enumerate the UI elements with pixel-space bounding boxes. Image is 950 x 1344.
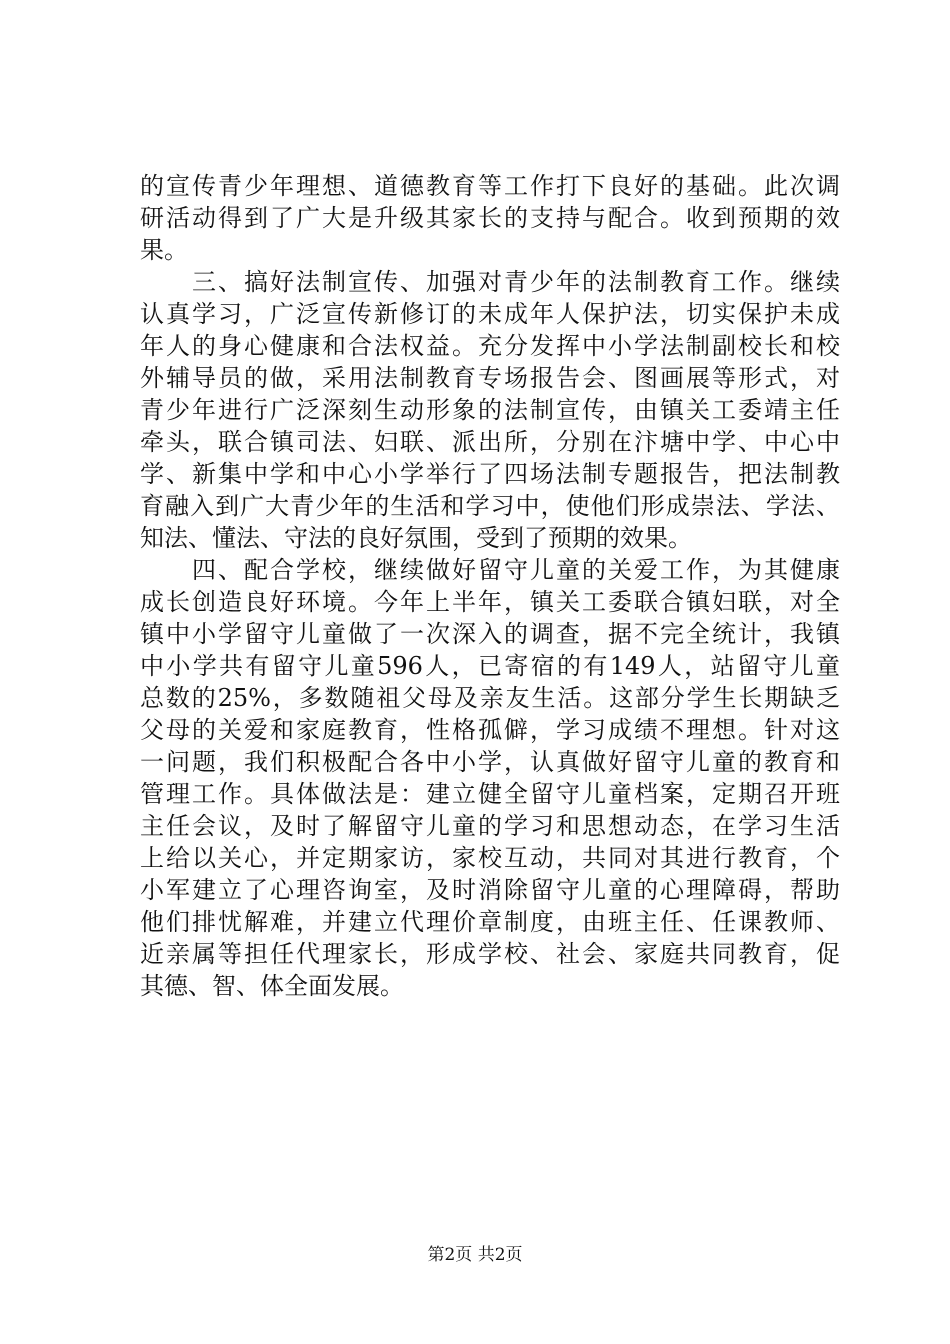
text-line: 成长创造良好环境。今年上半年，镇关工委联合镇妇联，对全 — [140, 588, 840, 616]
text-line: 其德、智、体全面发展。 — [140, 972, 404, 1000]
text-line: 管理工作。具体做法是：建立健全留守儿童档案，定期召开班 — [140, 780, 840, 808]
text-line: 父母的关爱和家庭教育，性格孤僻，学习成绩不理想。针对这 — [140, 716, 840, 744]
text-line: 镇中小学留守儿童做了一次深入的调查，据不完全统计，我镇 — [140, 620, 840, 648]
text-line: 一问题，我们积极配合各中小学，认真做好留守儿童的教育和 — [140, 748, 840, 776]
text-line: 主任会议，及时了解留守儿童的学习和思想动态，在学习生活 — [140, 812, 840, 840]
text-line: 小军建立了心理咨询室，及时消除留守儿童的心理障碍，帮助 — [140, 876, 840, 904]
text-line: 知法、懂法、守法的良好氛围，受到了预期的效果。 — [140, 524, 692, 552]
text-line: 总数的25%，多数随祖父母及亲友生活。这部分学生长期缺乏 — [140, 684, 840, 712]
text-line: 牵头，联合镇司法、妇联、派出所，分别在汴塘中学、中心中 — [140, 428, 840, 456]
text-line: 三、搞好法制宣传、加强对青少年的法制教育工作。继续 — [140, 268, 840, 296]
text-line: 青少年进行广泛深刻生动形象的法制宣传，由镇关工委靖主任 — [140, 396, 840, 424]
page-number-footer: 第2页 共2页 — [427, 1245, 523, 1265]
text-line: 果。 — [140, 236, 188, 264]
text-line: 育融入到广大青少年的生活和学习中，使他们形成崇法、学法、 — [140, 492, 840, 520]
text-line: 研活动得到了广大是升级其家长的支持与配合。收到预期的效 — [140, 204, 840, 232]
text-line: 外辅导员的做，采用法制教育专场报告会、图画展等形式，对 — [140, 364, 840, 392]
text-line: 学、新集中学和中心小学举行了四场法制专题报告，把法制教 — [140, 460, 840, 488]
text-line: 年人的身心健康和合法权益。充分发挥中小学法制副校长和校 — [140, 332, 840, 360]
text-line: 上给以关心，并定期家访，家校互动，共同对其进行教育，个 — [140, 844, 840, 872]
text-line: 的宣传青少年理想、道德教育等工作打下良好的基础。此次调 — [140, 172, 840, 200]
text-line: 他们排忧解难，并建立代理价章制度，由班主任、任课教师、 — [140, 908, 840, 936]
text-line: 四、配合学校，继续做好留守儿童的关爱工作，为其健康 — [140, 556, 840, 584]
text-line: 近亲属等担任代理家长，形成学校、社会、家庭共同教育，促 — [140, 940, 840, 968]
text-line: 认真学习，广泛宣传新修订的未成年人保护法，切实保护未成 — [140, 300, 840, 328]
document-body — [140, 170, 840, 1002]
text-line: 中小学共有留守儿童596人，已寄宿的有149人，站留守儿童 — [140, 652, 840, 680]
